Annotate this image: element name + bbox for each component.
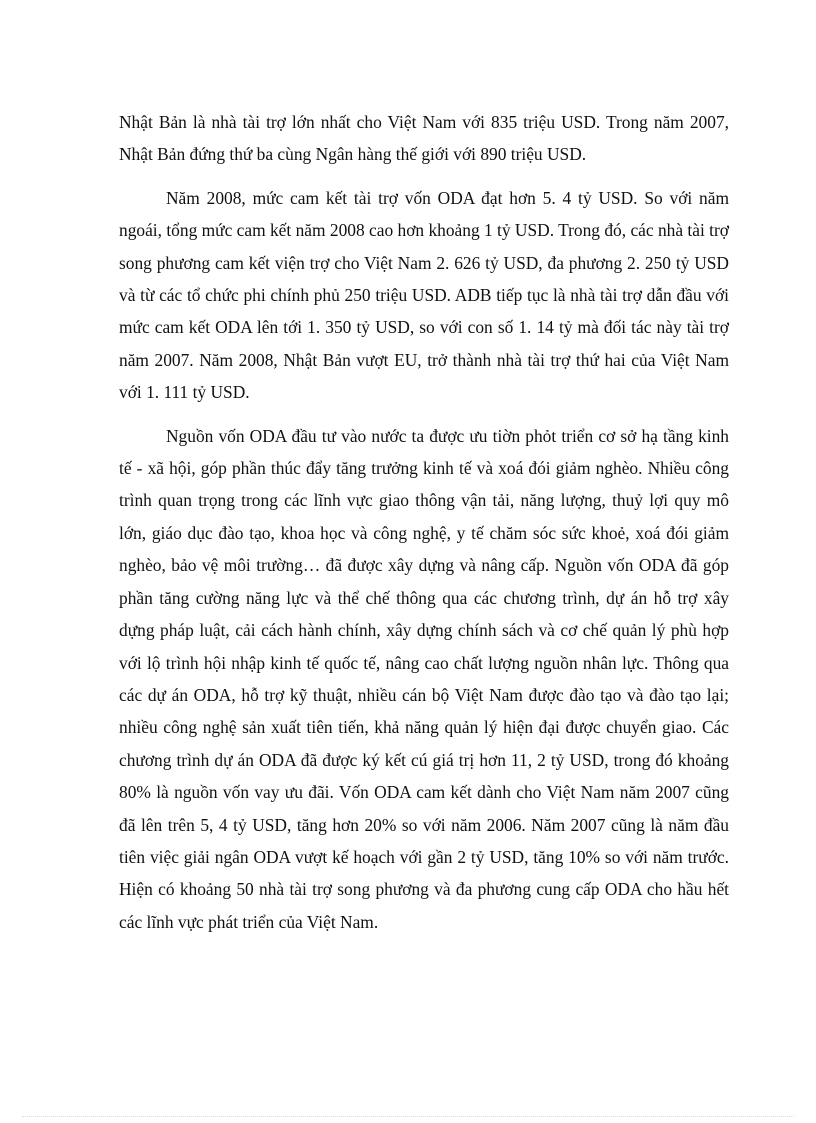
paragraph-oda-2008: Năm 2008, mức cam kết tài trợ vốn ODA đạt hơn 5. 4 tỷ USD. So với năm ngoái, tổng mức cam kết năm 2008 cao hơn khoảng 1 tỷ USD. Trong đó, các nhà tài trợ song phương cam kết viện trợ cho Việt Nam 2. 626 tỷ USD, đa phương 2. 250 tỷ USD và từ các tổ chức phi chính phủ 250 triệu USD. ADB tiếp tục là nhà tài trợ dẫn đầu với mức cam kết ODA lên tới 1. 350 tỷ USD, so với con số 1. 14 tỷ mà đối tác này tài trợ năm 2007. Năm 2008, Nhật Bản vượt EU, trở thành nhà tài trợ thứ hai của Việt Nam với 1. 111 tỷ USD. xyxy=(119,187,729,403)
paragraph-oda-infrastructure: Nguồn vốn ODA đầu tư vào nước ta được ưu tiờn phỏt triển cơ sở hạ tầng kinh tế - xã hội, góp phần thúc đẩy tăng trưởng kinh tế và xoá đói giảm nghèo. Nhiều công trình quan trọng trong các lĩnh vực giao thông vận tải, năng lượng, thuỷ lợi quy mô lớn, giáo dục đào tạo, khoa học và công nghệ, y tế chăm sóc sức khoẻ, xoá đói giảm nghèo, bảo vệ môi trường… đã được xây dựng và nâng cấp. Nguồn vốn ODA đã góp phần tăng cường năng lực và thể chế thông qua các chương trình, dự án hỗ trợ xây dựng pháp luật, cải cách hành chính, xây dựng chính sách và cơ chế quản lý phù hợp với lộ trình hội nhập kinh tế quốc tế, nâng cao chất lượng nguồn nhân lực. Thông qua các dự án ODA, hỗ trợ kỹ thuật, nhiều cán bộ Việt Nam được đào tạo và đào tạo lại; nhiều công nghệ sản xuất tiên tiến, khả năng quản lý hiện đại được chuyển giao. Các chương trình dự án ODA đã được ký kết cú giá trị hơn 11, 2 tỷ USD, trong đó khoảng 80% là nguồn vốn vay ưu đãi. Vốn ODA cam kết dành cho Việt Nam năm 2007 cũng đã lên trên 5, 4 tỷ USD, tăng hơn 20% so với năm 2006. Năm 2007 cũng là năm đầu tiên việc giải ngân ODA vượt kế hoạch với gần 2 tỷ USD, tăng 10% so với năm trước. Hiện có khoảng 50 nhà tài trợ song phương và đa phương cung cấp ODA cho hầu hết các lĩnh vực phát triển của Việt Nam. xyxy=(119,425,729,932)
body-text xyxy=(119,106,729,949)
paragraph-continued: Nhật Bản là nhà tài trợ lớn nhất cho Việt Nam với 835 triệu USD. Trong năm 2007, Nhật Bản đứng thứ ba cùng Ngân hàng thế giới với 890 triệu USD. xyxy=(119,112,729,165)
page-bottom-divider xyxy=(22,1116,794,1117)
